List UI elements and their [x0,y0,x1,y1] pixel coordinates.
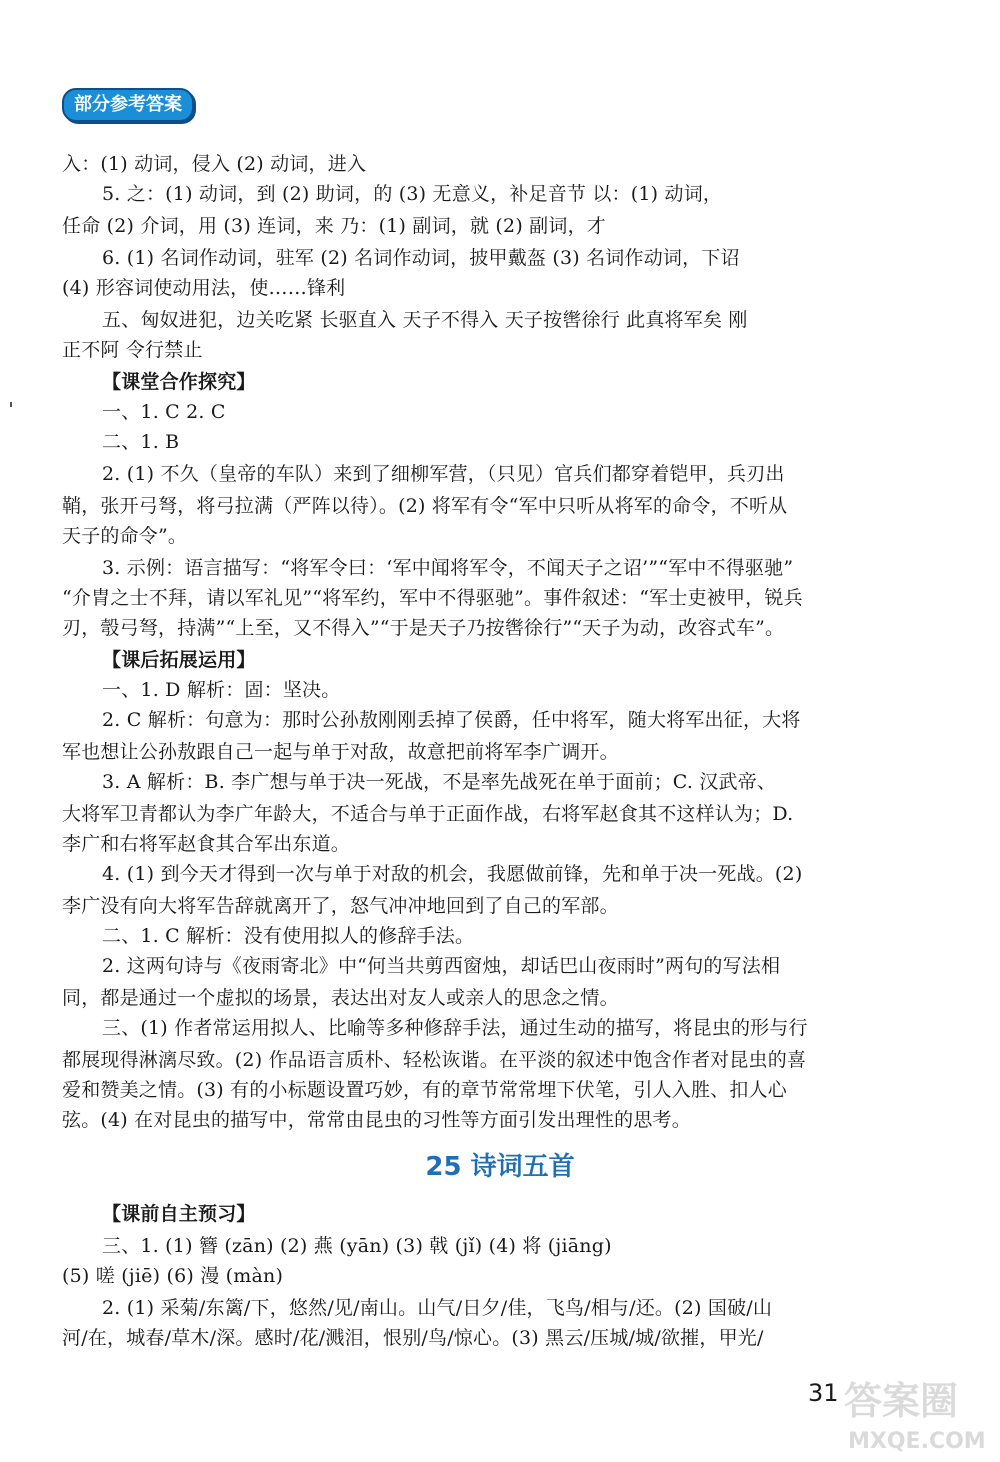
text-line: 天子的命令”。 [62,525,188,547]
text-line: 正不阿 令行禁止 [62,339,203,361]
text-line: “介胄之士不拜，请以军礼见”“将军约，军中不得驱驰”。事件叙述：“军士吏被甲，锐兵 [62,587,803,609]
text-line: 5. 之：(1) 动词，到 (2) 助词，的 (3) 无意义，补足音节 以：(1) 动词， [102,183,723,205]
section-heading: 【课堂合作探究】 [102,371,256,393]
watermark-logo [838,1366,988,1454]
watermark-logo-text: 答案圈 [844,1379,959,1423]
text-line: 入：(1) 动词，侵入 (2) 动词，进入 [62,153,367,175]
text-line: 2. (1) 采菊/东篱/下，悠然/见/南山。山气/日夕/佳，飞鸟/相与/还。(2) 国破/山 [102,1297,773,1319]
chapter-title: 25 诗词五首 [425,1152,575,1182]
text-line: 刃，彀弓弩，持满”“上至，又不得入”“于是天子乃按辔徐行”“天子为动，改容式车”。 [62,617,785,639]
text-line: 鞘，张开弓弩，将弓拉满（严阵以待）。(2) 将军有令“军中只听从将军的命令，不听从 [62,495,788,517]
text-line: 同，都是通过一个虚拟的场景，表达出对友人或亲人的思念之情。 [62,987,619,1009]
section-badge: 部分参考答案 [62,88,194,122]
text-line: 二、1. C 解析：没有使用拟人的修辞手法。 [102,925,475,947]
text-line: 李广和右将军赵食其合军出东道。 [62,833,351,855]
page-number: 31 [808,1379,839,1407]
text-line: 三、1. (1) 簪 (zān) (2) 燕 (yān) (3) 戟 (jǐ) (4) 将 (jiāng) [102,1235,612,1257]
text-line: 李广没有向大将军告辞就离开了，怒气冲冲地回到了自己的军部。 [62,895,619,917]
text-line: 弦。(4) 在对昆虫的描写中，常常由昆虫的习性等方面引发出理性的思考。 [62,1109,691,1131]
watermark-logo-subtext: MXQE.COM [848,1429,986,1454]
text-line: 一、1. C 2. C [102,401,226,423]
text-line: 3. 示例：语言描写：“将军令曰：‘军中闻将军令，不闻天子之诏’”“军中不得驱驰” [102,557,794,579]
text-line: 爱和赞美之情。(3) 有的小标题设置巧妙，有的章节常常埋下伏笔，引人入胜、扣人心 [62,1079,787,1101]
text-line: 河/在，城春/草木/深。感时/花/溅泪，恨别/鸟/惊心。(3) 黑云/压城/城/欲摧，甲光/ [62,1327,764,1349]
text-line: 一、1. D 解析：固：坚决。 [102,679,341,701]
text-line: 五、匈奴进犯，边关吃紧 长驱直入 天子不得入 天子按辔徐行 此真将军矣 刚 [102,309,748,331]
text-line: 任命 (2) 介词，用 (3) 连词，来 乃：(1) 副词，就 (2) 副词，才 [62,215,606,237]
text-line: 军也想让公孙敖跟自己一起与单于对敌，故意把前将军李广调开。 [62,741,619,763]
text-line: 6. (1) 名词作动词，驻军 (2) 名词作动词，披甲戴盔 (3) 名词作动词，下诏 [102,247,740,269]
text-line: 4. (1) 到今天才得到一次与单于对敌的机会，我愿做前锋，先和单于决一死战。(2) [102,863,803,885]
text-line: 3. A 解析：B. 李广想与单于决一死战，不是率先战死在单于面前；C. 汉武帝、 [102,771,777,793]
text-line: 大将军卫青都认为李广年龄大，不适合与单于正面作战，右将军赵食其不这样认为；D. [62,803,794,825]
text-line: 2. 这两句诗与《夜雨寄北》中“何当共剪西窗烛，却话巴山夜雨时”两句的写法相 [102,955,781,977]
text-line: 2. C 解析：句意为：那时公孙敖刚刚丢掉了侯爵，任中将军，随大将军出征，大将 [102,709,801,731]
section-heading: 【课后拓展运用】 [102,649,256,671]
text-line: 三、(1) 作者常运用拟人、比喻等多种修辞手法，通过生动的描写，将昆虫的形与行 [102,1017,808,1039]
text-line: 二、1. B [102,431,180,453]
text-line: 2. (1) 不久（皇帝的车队）来到了细柳军营，（只见）官兵们都穿着铠甲，兵刃出 [102,463,785,485]
scan-speck [10,402,12,407]
text-line: 都展现得淋漓尽致。(2) 作品语言质朴、轻松诙谐。在平淡的叙述中饱含作者对昆虫的喜 [62,1049,807,1071]
text-line: (5) 嗟 (jiē) (6) 漫 (màn) [62,1265,284,1287]
section-heading: 【课前自主预习】 [102,1203,256,1225]
text-line: (4) 形容词使动用法，使……锋利 [62,277,346,299]
